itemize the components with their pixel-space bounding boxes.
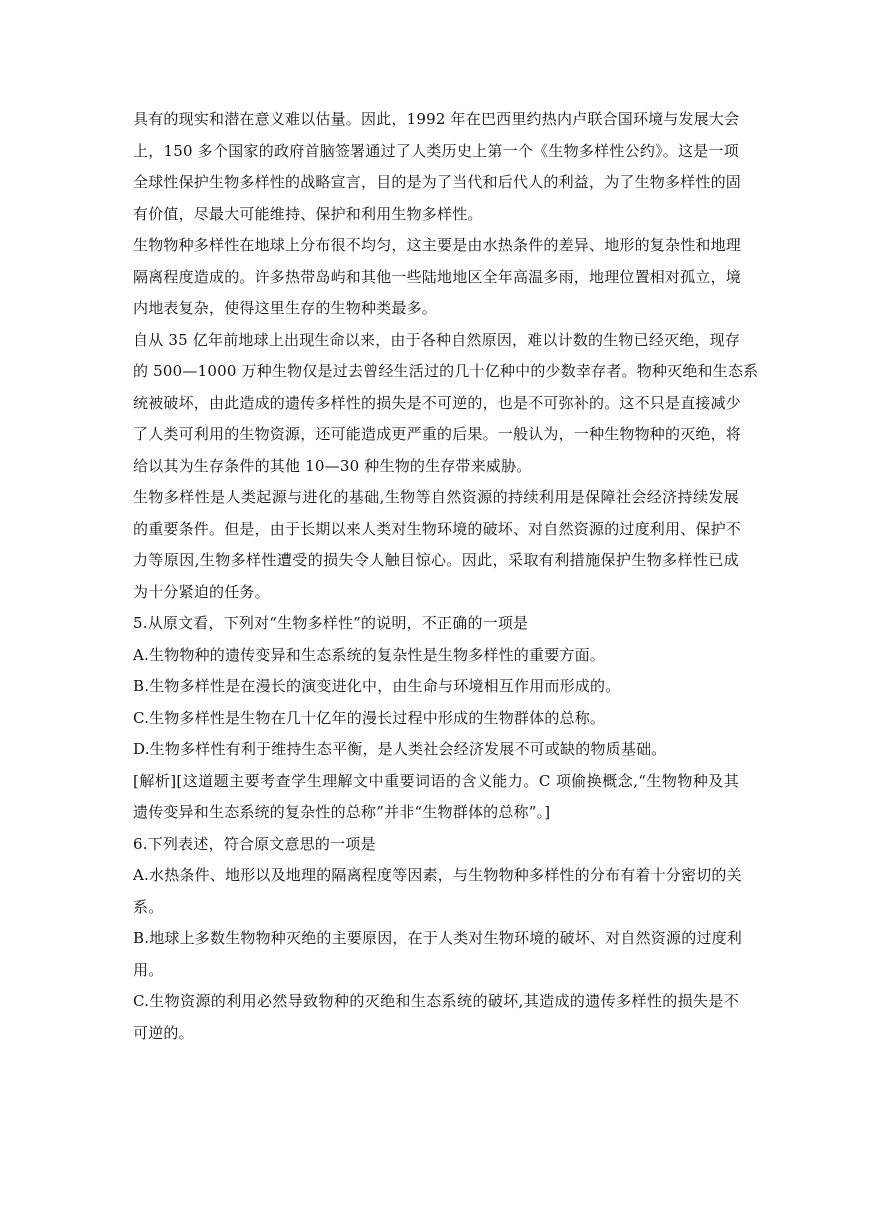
question-6-option-b <box>133 923 742 986</box>
text-line: 系。 <box>133 897 164 916</box>
paragraph-convention-significance <box>133 104 742 230</box>
text-line: 具有的现实和潜在意义难以估量。因此，1992 年在巴西里约热内卢联合国环境与发展大会 <box>133 110 740 128</box>
question-5-option-d <box>133 734 739 766</box>
text-line: B.生物多样性是在漫长的演变进化中，由生命与环境相互作用而形成的。 <box>133 677 621 695</box>
text-line: 用。 <box>133 960 164 979</box>
text-line: 全球性保护生物多样性的战略宣言，目的是为了当代和后代人的利益，为了生物多样性的固 <box>133 173 742 191</box>
text-line: 有价值，尽最大可能维持、保护和利用生物多样性。 <box>133 204 483 223</box>
question-5-option-b <box>133 671 739 703</box>
text-line: C.生物资源的利用必然导致物种的灭绝和生态系统的破坏,其造成的遗传多样性的损失是不 <box>133 992 739 1010</box>
text-line: 可逆的。 <box>133 1023 194 1042</box>
paragraph-distribution <box>133 230 742 325</box>
text-line: 的 500—1000 万种生物仅是过去曾经生活过的几十亿种中的少数幸存者。物种灭绝和生态系 <box>133 362 759 380</box>
question-6-option-a <box>133 860 742 923</box>
text-line: D.生物多样性有利于维持生态平衡，是人类社会经济发展不可或缺的物质基础。 <box>133 740 667 758</box>
question-5-option-a <box>133 640 739 672</box>
text-line: 自从 35 亿年前地球上出现生命以来，由于各种自然原因，难以计数的生物已经灭绝，现存 <box>133 330 741 349</box>
paragraph-extinction <box>133 325 759 483</box>
text-line: 6.下列表述，符合原文意思的一项是 <box>133 834 376 853</box>
text-line: 为十分紧迫的任务。 <box>133 582 270 601</box>
text-line: 内地表复杂，使得这里生存的生物种类最多。 <box>133 299 438 317</box>
question-6-stem <box>133 829 739 861</box>
text-line: 生物多样性是人类起源与进化的基础,生物等自然资源的持续利用是保障社会经济持续发展 <box>133 488 739 506</box>
text-line: A.水热条件、地形以及地理的隔离程度等因素，与生物物种多样性的分布有着十分密切的关 <box>133 866 742 884</box>
text-line: 了人类可利用的生物资源，还可能造成更严重的后果。一般认为，一种生物物种的灭绝，将 <box>133 425 742 443</box>
question-5-stem <box>133 608 739 640</box>
paragraph-foundation <box>133 482 742 608</box>
text-line: C.生物多样性是生物在几十亿年的漫长过程中形成的生物群体的总称。 <box>133 708 606 727</box>
text-line: 隔离程度造成的。许多热带岛屿和其他一些陆地地区全年高温多雨，地理位置相对孤立，境 <box>133 267 742 286</box>
question-5-analysis <box>133 766 739 829</box>
text-line: 遗传变异和生态系统的复杂性的总称”并非“生物群体的总称”。] <box>133 803 551 821</box>
text-line: B.地球上多数生物物种灭绝的主要原因，在于人类对生物环境的破坏、对自然资源的过度利 <box>133 929 742 947</box>
text-line: 上，150 多个国家的政府首脑签署通过了人类历史上第一个《生物多样性公约》。这是一项 <box>133 141 739 160</box>
text-line: 生物物种多样性在地球上分布很不均匀，这主要是由水热条件的差异、地形的复杂性和地理 <box>133 236 742 254</box>
question-6-option-c <box>133 986 739 1049</box>
question-5-option-c <box>133 703 739 735</box>
text-line: 给以其为生存条件的其他 10—30 种生物的生存带来威胁。 <box>133 456 532 475</box>
text-line: 统被破坏，由此造成的遗传多样性的损失是不可逆的，也是不可弥补的。这不只是直接减少 <box>133 393 742 412</box>
document-page <box>133 104 759 1049</box>
text-line: 力等原因,生物多样性遭受的损失令人触目惊心。因此，采取有利措施保护生物多样性已成 <box>133 551 739 569</box>
text-line: 5.从原文看，下列对“生物多样性”的说明，不正确的一项是 <box>133 614 529 632</box>
text-line: A.生物物种的遗传变异和生态系统的复杂性是生物多样性的重要方面。 <box>133 645 606 664</box>
text-line: 的重要条件。但是，由于长期以来人类对生物环境的破坏、对自然资源的过度利用、保护不 <box>133 519 742 538</box>
text-line: [解析][这道题主要考查学生理解文中重要词语的含义能力。C 项偷换概念,“生物物种及其 <box>133 771 739 790</box>
